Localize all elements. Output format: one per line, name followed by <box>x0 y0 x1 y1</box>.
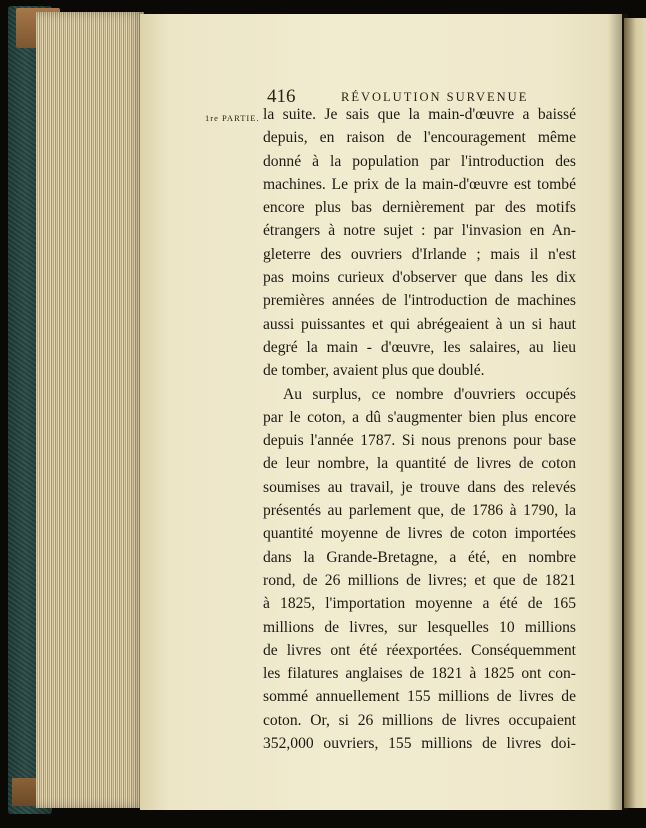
page-number: 416 <box>267 86 296 107</box>
text-line: de tomber, avaient plus que doublé. <box>263 362 485 380</box>
text-line: les filatures anglaises de 1821 à 1825 ont con- <box>263 665 576 683</box>
text-line: depuis, en raison de l'encouragement même <box>263 129 576 147</box>
text-line: quantité moyenne de livres de coton importées <box>263 525 576 543</box>
text-line: pas moins curieux d'observer que dans les dix <box>263 269 576 287</box>
text-line: dans la Grande-Bretagne, a été, en nombre <box>263 548 576 566</box>
text-line: aussi puissantes et qui abrégeaient à un si haut <box>263 315 576 333</box>
body-text <box>263 103 576 755</box>
text-line: par le coton, a dû s'augmenter bien plus encore <box>263 408 576 426</box>
page-edges <box>36 12 144 808</box>
text-line: gleterre des ouvriers d'Irlande ; mais il n'est <box>263 245 576 263</box>
text-line: Au surplus, ce nombre d'ouvriers occupés <box>283 385 576 403</box>
text-line: étrangers à notre sujet : par l'invasion en An- <box>263 222 576 240</box>
facing-page-edge <box>624 18 646 808</box>
text-line: machines. Le prix de la main-d'œuvre est tombé <box>263 175 576 193</box>
text-line: sommé annuellement 155 millions de livres de <box>263 688 576 706</box>
text-line: millions de livres, sur lesquelles 10 millions <box>263 618 576 636</box>
text-line: coton. Or, si 26 millions de livres occupaient <box>263 711 576 729</box>
text-line: présentés au parlement que, de 1786 à 1790, la <box>263 502 576 520</box>
text-line: premières années de l'introduction de machines <box>263 292 576 310</box>
text-line: donné à la population par l'introduction des <box>263 152 576 170</box>
text-line: soumises au travail, je trouve dans des relevés <box>263 478 576 496</box>
text-line: de leur nombre, la quantité de livres de coton <box>263 455 576 473</box>
running-title: RÉVOLUTION SURVENUE <box>341 90 529 104</box>
text-line: encore plus bas dernièrement par des motifs <box>263 199 576 217</box>
text-line: degré la main - d'œuvre, les salaires, au lieu <box>263 338 576 356</box>
text-line: à 1825, l'importation moyenne a été de 165 <box>263 595 576 613</box>
text-line: de livres ont été réexportées. Conséquemment <box>263 641 576 659</box>
text-line: rond, de 26 millions de livres; et que de 1821 <box>263 571 576 589</box>
text-line: la suite. Je sais que la main-d'œuvre a baissé <box>263 106 576 123</box>
margin-note: 1re PARTIE. <box>205 113 260 123</box>
text-line: depuis l'année 1787. Si nous prenons pour base <box>263 432 576 450</box>
text-line: 352,000 ouvriers, 155 millions de livres doi- <box>263 735 576 753</box>
